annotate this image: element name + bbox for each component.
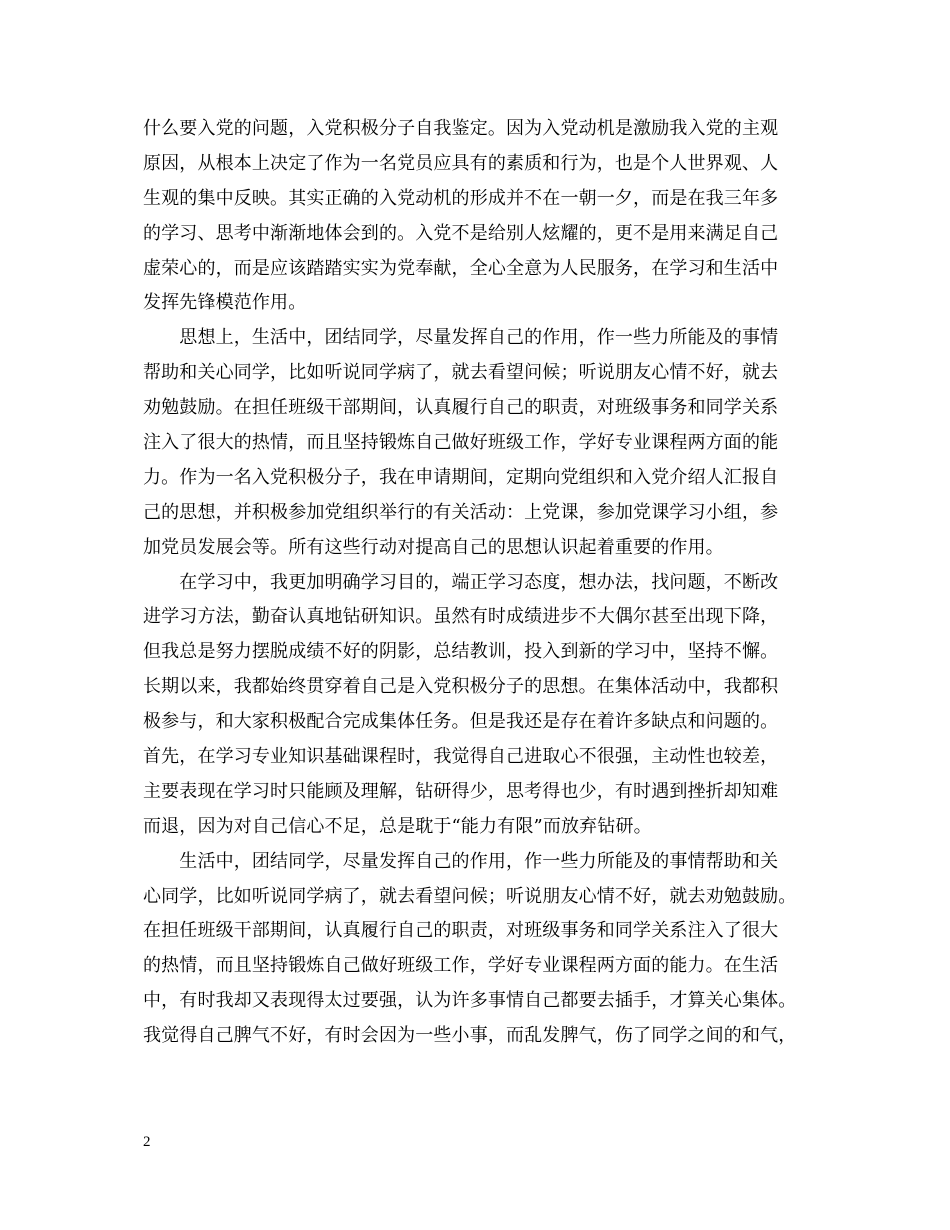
text-line: 长期以来，我都始终贯穿着自己是入党积极分子的思想。在集体活动中，我都积 (143, 676, 779, 698)
text-line: 劝勉鼓励。在担任班级干部期间，认真履行自己的职责，对班级事务和同学关系 (143, 397, 779, 419)
text-line: 力。作为一名入党积极分子，我在申请期间，定期向党组织和入党介绍人汇报自 (143, 466, 779, 488)
text-line: 生观的集中反映。其实正确的入党动机的形成并不在一朝一夕，而是在我三年多 (143, 187, 779, 209)
document-body (143, 112, 809, 1054)
text-line: 思想上，生活中，团结同学，尽量发挥自己的作用，作一些力所能及的事情 (143, 327, 779, 349)
text-line: 发挥先锋模范作用。 (143, 292, 307, 314)
text-line: 的学习、思考中渐渐地体会到的。入党不是给别人炫耀的，更不是用来满足自己 (143, 222, 779, 244)
text-line: 中，有时我却又表现得太过要强，认为许多事情自己都要去插手，才算关心集体。 (143, 990, 797, 1012)
page-number: 2 (143, 1134, 151, 1150)
paragraph-3 (143, 566, 809, 845)
text-line: 在担任班级干部期间，认真履行自己的职责，对班级事务和同学关系注入了很大 (143, 920, 779, 942)
text-line: 加党员发展会等。所有这些行动对提高自己的思想认识起着重要的作用。 (143, 536, 724, 558)
text-line: 极参与，和大家积极配合完成集体任务。但是我还是存在着许多缺点和问题的。 (143, 711, 779, 733)
text-line: 注入了很大的热情，而且坚持锻炼自己做好班级工作，学好专业课程两方面的能 (143, 432, 779, 454)
text-line: 虚荣心的，而是应该踏踏实实为党奉献，全心全意为人民服务，在学习和生活中 (143, 257, 779, 279)
text-line: 而退，因为对自己信心不足，总是耽于“能力有限”而放弃钻研。 (143, 815, 652, 837)
text-line: 主要表现在学习时只能顾及理解，钻研得少，思考得也少，有时遇到挫折却知难 (143, 780, 779, 802)
text-line: 帮助和关心同学，比如听说同学病了，就去看望问候；听说朋友心情不好，就去 (143, 362, 779, 384)
paragraph-2 (143, 321, 809, 565)
paragraph-1 (143, 112, 809, 321)
text-line: 首先，在学习专业知识基础课程时，我觉得自己进取心不很强，主动性也较差， (143, 746, 779, 768)
text-line: 己的思想，并积极参加党组织举行的有关活动：上党课，参加党课学习小组，参 (143, 501, 779, 523)
text-line: 生活中，团结同学，尽量发挥自己的作用，作一些力所能及的事情帮助和关 (143, 850, 779, 872)
text-line: 我觉得自己脾气不好，有时会因为一些小事，而乱发脾气，伤了同学之间的和气， (143, 1025, 797, 1047)
text-line: 原因，从根本上决定了作为一名党员应具有的素质和行为，也是个人世界观、人 (143, 152, 779, 174)
text-line: 在学习中，我更加明确学习目的，端正学习态度，想办法，找问题，不断改 (143, 571, 779, 593)
text-line: 的热情，而且坚持锻炼自己做好班级工作，学好专业课程两方面的能力。在生活 (143, 955, 779, 977)
text-line: 什么要入党的问题，入党积极分子自我鉴定。因为入党动机是激励我入党的主观 (143, 118, 779, 139)
text-line: 心同学，比如听说同学病了，就去看望问候；听说朋友心情不好，就去劝勉鼓励。 (143, 885, 797, 907)
text-line: 但我总是努力摆脱成绩不好的阴影，总结教训，投入到新的学习中，坚持不懈。 (143, 641, 779, 663)
text-line: 进学习方法，勤奋认真地钻研知识。虽然有时成绩进步不大偶尔甚至出现下降， (143, 606, 779, 628)
paragraph-4 (143, 845, 809, 1054)
